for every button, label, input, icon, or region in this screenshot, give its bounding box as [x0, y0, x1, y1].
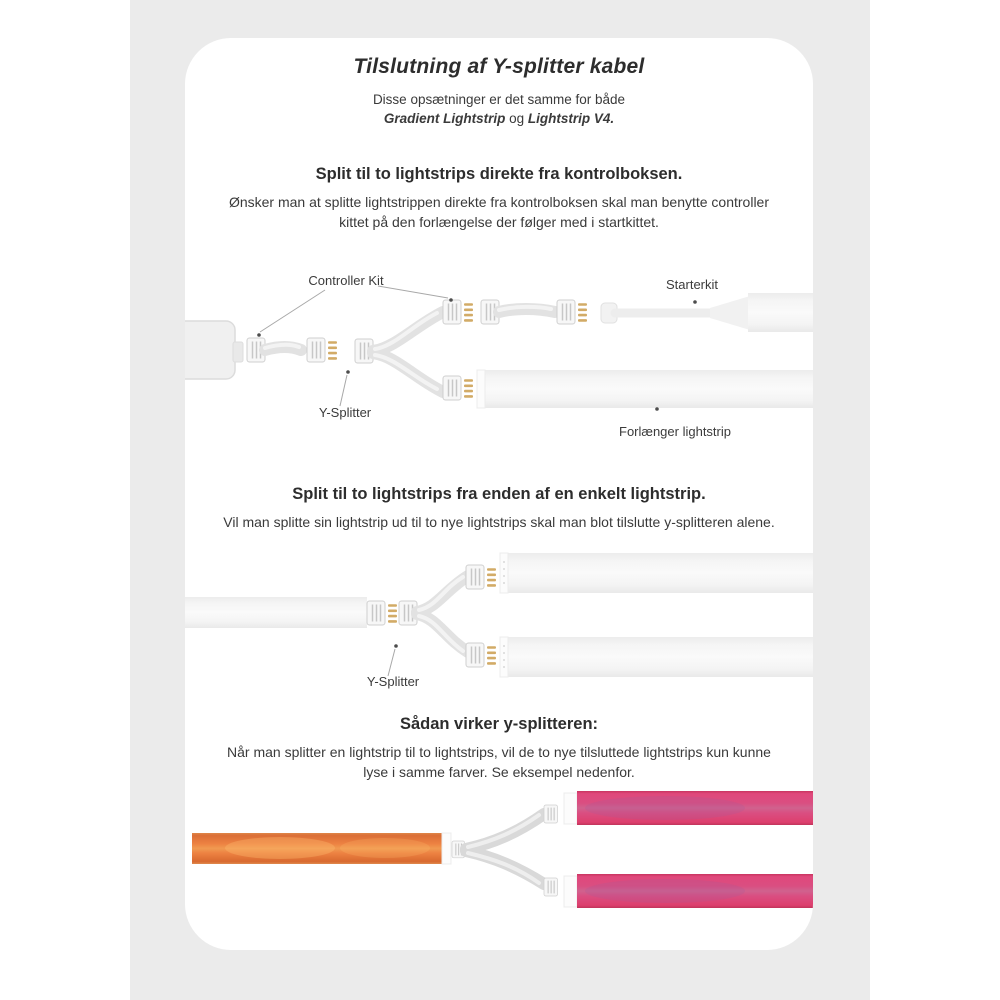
diagram-split-from-controlbox — [185, 266, 813, 444]
pointer-dot — [257, 333, 261, 337]
starterkit-lightstrip — [601, 293, 813, 332]
controller-kit-label: Controller Kit — [308, 273, 384, 288]
instruction-card — [185, 38, 813, 950]
pointer-line — [340, 375, 347, 406]
y-splitter-cable — [452, 805, 558, 896]
pointer-dot — [693, 300, 697, 304]
pointer-dot — [449, 298, 453, 302]
y-splitter-label: Y-Splitter — [366, 674, 420, 689]
diagram-color-example — [185, 785, 813, 915]
subtitle-product-1: Gradient Lightstrip — [383, 111, 506, 127]
subtitle-line1: Disse opsætninger er det samme for både — [372, 92, 626, 107]
pointer-dot — [394, 644, 398, 648]
subtitle-product-2: Lightstrip V4. — [527, 111, 615, 127]
upper-pink-lightstrip-graphic — [564, 791, 813, 825]
y-splitter-cable — [355, 300, 473, 400]
subtitle-connector: og — [505, 111, 528, 127]
diagram1-annotations — [257, 273, 731, 439]
diagram-split-from-strip-end — [185, 550, 813, 700]
controller-kit-cable-2 — [481, 300, 587, 324]
lower-lightstrip-graphic — [500, 637, 813, 677]
subtitle — [185, 90, 813, 128]
diagram2-annotations — [367, 644, 420, 689]
pointer-line — [388, 649, 395, 676]
orange-lightstrip-graphic — [192, 833, 451, 864]
section2-heading: Split til to lightstrips fra enden af en enkelt lightstrip. — [292, 485, 706, 503]
left-lightstrip-graphic — [185, 597, 397, 628]
section3-heading: Sådan virker y-splitteren: — [399, 715, 599, 733]
controller-kit-cable-1 — [247, 338, 337, 362]
upper-lightstrip-graphic — [500, 553, 813, 593]
pointer-line — [260, 290, 325, 332]
controller-box — [185, 321, 243, 379]
forlaenger-lightstrip-label: Forlænger lightstrip — [619, 424, 731, 439]
section1-body: Ønsker man at splitte lightstrippen direkte fra kontrolboksen skal man benytte controller kittet på den forlængelse der følger med i startkittet. — [228, 194, 770, 230]
pointer-line — [378, 286, 448, 298]
section1-heading: Split til to lightstrips direkte fra kontrolboksen. — [315, 165, 683, 183]
y-splitter-label: Y-Splitter — [318, 405, 372, 420]
lower-pink-lightstrip-graphic — [564, 874, 813, 908]
pointer-dot — [655, 407, 659, 411]
pointer-dot — [346, 370, 350, 374]
section2-body: Vil man splitte sin lightstrip ud til to nye lightstrips skal man blot tilslutte y-splitteren alene. — [223, 514, 775, 530]
starterkit-label: Starterkit — [665, 277, 719, 292]
forlaenger-lightstrip-graphic — [477, 370, 813, 408]
page-title: Tilslutning af Y-splitter kabel — [353, 55, 645, 78]
section3-body: Når man splitter en lightstrip til to lightstrips, vil de to nye tilsluttede lightstrips kun kunne lyse i samme farver. Se eksempel nedenfor. — [227, 744, 771, 780]
y-splitter-cable — [399, 565, 496, 667]
